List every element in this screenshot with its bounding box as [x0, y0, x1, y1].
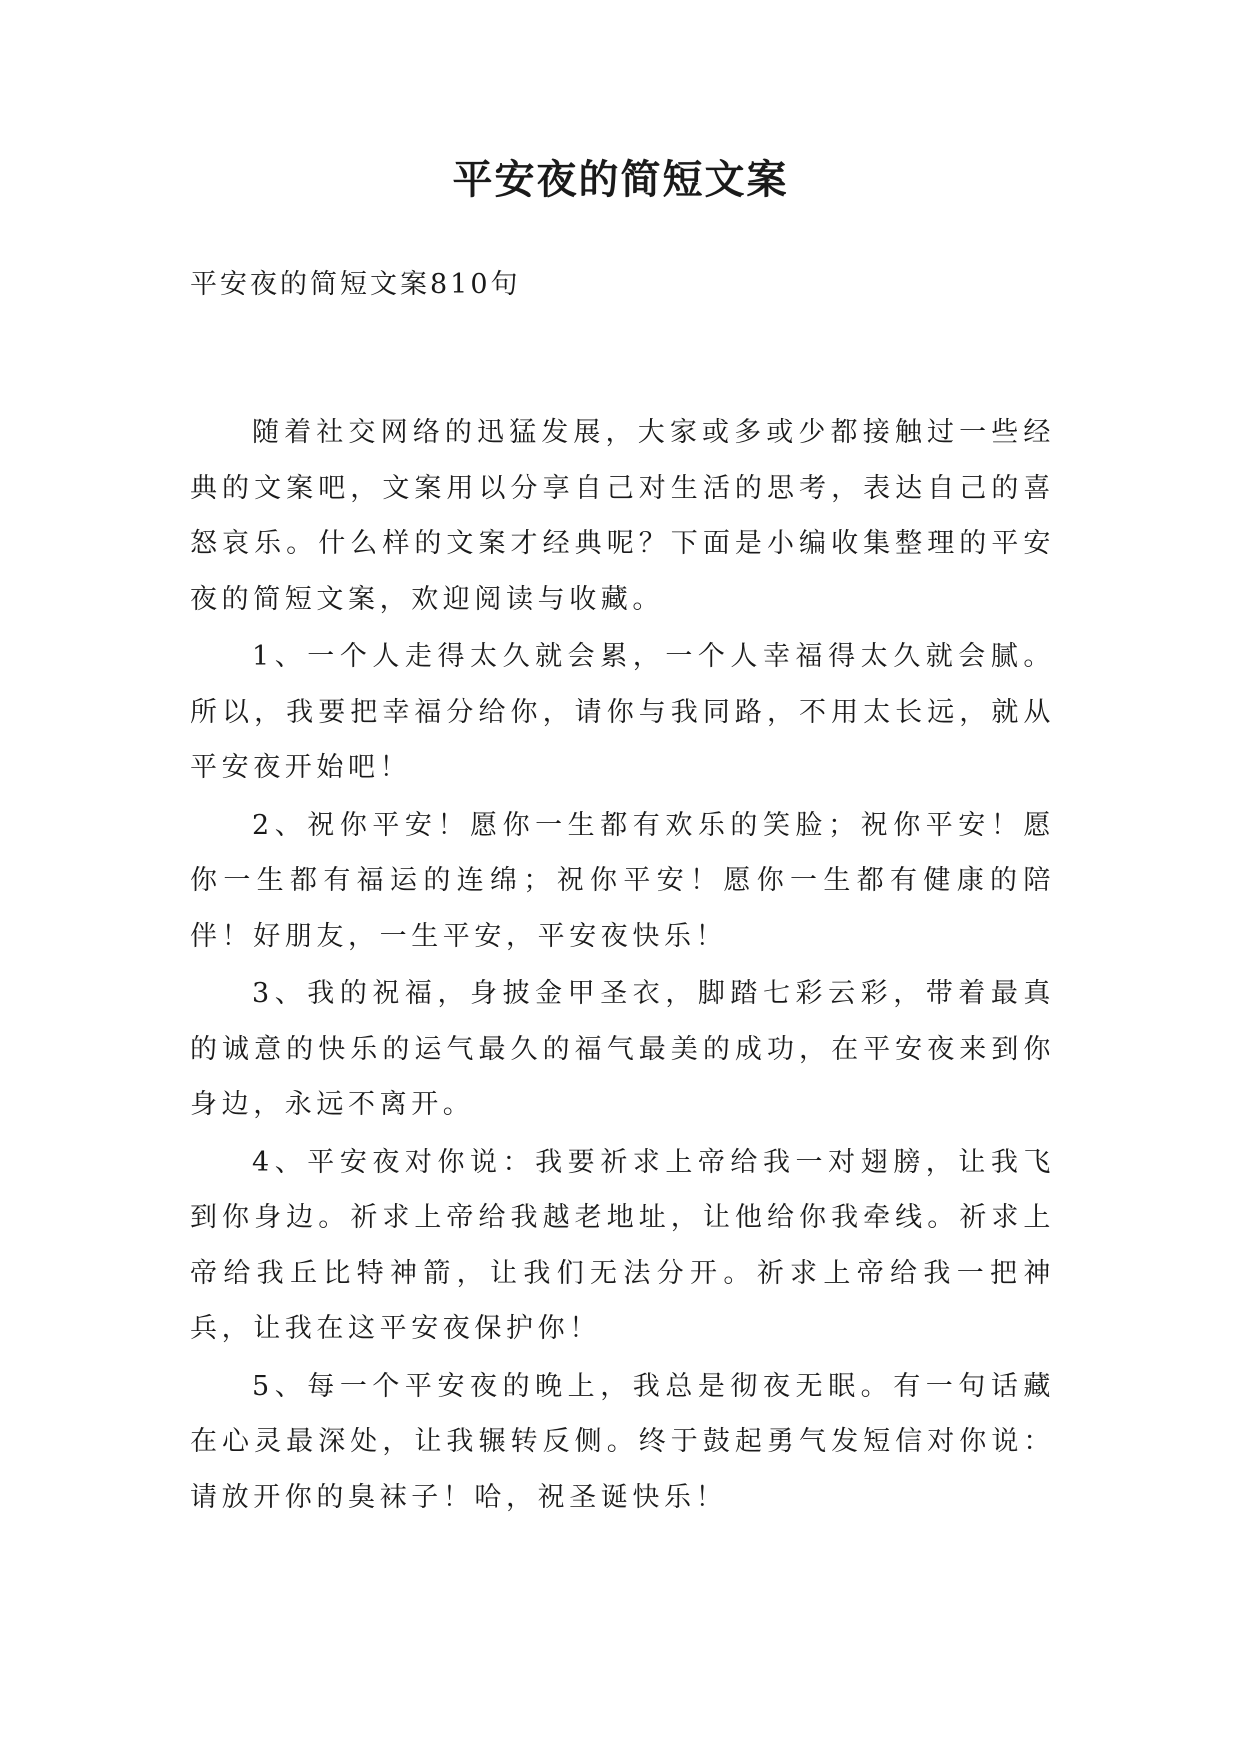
document-body: [190, 405, 1055, 1527]
paragraph-item-2: 2、祝你平安！愿你一生都有欢乐的笑脸；祝你平安！愿你一生都有福运的连绵；祝你平安！愿你一生都有健康的陪伴！好朋友，一生平安，平安夜快乐！: [190, 809, 1055, 952]
paragraph-item-4: 4、平安夜对你说：我要祈求上帝给我一对翅膀，让我飞到你身边。祈求上帝给我越老地址，让他给你我牵线。祈求上帝给我丘比特神箭，让我们无法分开。祈求上帝给我一把神兵，让我在这平安夜保护你！: [190, 1146, 1055, 1344]
paragraph-item-3: 3、我的祝福，身披金甲圣衣，脚踏七彩云彩，带着最真的诚意的快乐的运气最久的福气最美的成功，在平安夜来到你身边，永远不离开。: [190, 978, 1055, 1120]
document-subtitle: 平安夜的简短文案810句: [190, 269, 521, 300]
intro-paragraph: 随着社交网络的迅猛发展，大家或多或少都接触过一些经典的文案吧，文案用以分享自己对生活的思考，表达自己的喜怒哀乐。什么样的文案才经典呢？下面是小编收集整理的平安夜的简短文案，欢迎阅读与收藏。: [190, 417, 1055, 615]
document-title: 平安夜的简短文案: [452, 156, 789, 203]
paragraph-item-5: 5、每一个平安夜的晚上，我总是彻夜无眠。有一句话藏在心灵最深处，让我辗转反侧。终于鼓起勇气发短信对你说：请放开你的臭袜子！哈，祝圣诞快乐！: [190, 1370, 1055, 1513]
paragraph-item-1: 1、一个人走得太久就会累，一个人幸福得太久就会腻。所以，我要把幸福分给你，请你与我同路，不用太长远，就从平安夜开始吧！: [190, 641, 1055, 783]
